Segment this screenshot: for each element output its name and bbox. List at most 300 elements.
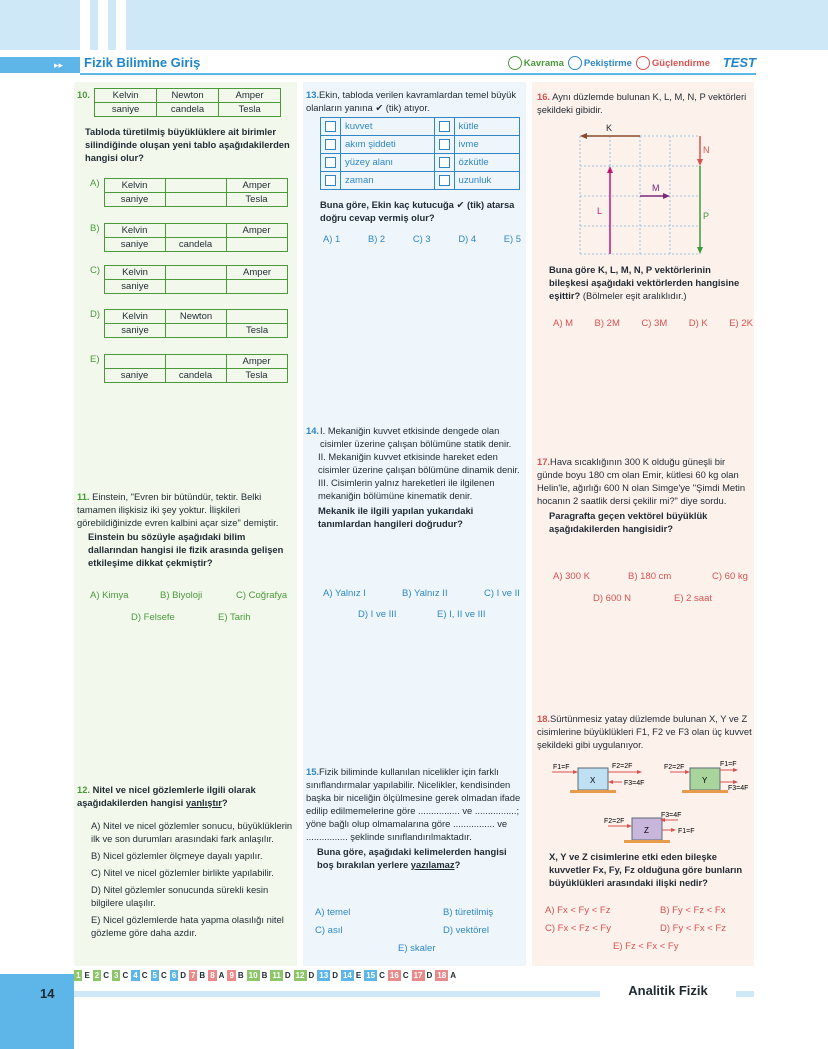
arrowhead-k: [580, 133, 587, 139]
table-row: [105, 324, 288, 338]
option-text: A) Yalnız I: [323, 588, 366, 599]
chapter-title: Fizik Bilimine Giriş: [84, 55, 201, 70]
answer-key-item: [131, 970, 147, 981]
answer-letter: A: [218, 970, 225, 980]
question-10: [77, 88, 293, 164]
answer-letter: B: [237, 970, 244, 980]
table-cell: Kelvin: [104, 224, 165, 238]
table-cell: Tesla: [227, 324, 288, 338]
table-cell: Kelvin: [105, 266, 166, 280]
question-note: (Bölmeler eşit aralıklıdır.): [582, 290, 687, 301]
option-d[interactable]: D) 4: [458, 233, 477, 244]
table-cell: [166, 280, 227, 294]
answer-letter: C: [160, 970, 167, 980]
question-number: 15.: [306, 766, 320, 777]
question-number: 10.: [77, 89, 91, 100]
option-e[interactable]: [674, 593, 712, 604]
question-number: 18.: [537, 713, 551, 724]
table-cell: Newton: [166, 310, 227, 324]
statement-2: II. Mekaniğin kuvvet etkisinde hareket eden cisimler üzerine çalışan bölümüne dinamik denir.: [318, 451, 520, 475]
answer-number: 6: [171, 970, 177, 980]
answer-number: 9: [229, 970, 234, 980]
table-cell: [227, 280, 288, 294]
question-14: [306, 424, 522, 530]
table-cell: Kelvin: [95, 89, 157, 103]
arrowhead-n: [697, 159, 703, 166]
frown-icon: [636, 56, 650, 70]
question-text: Sürtünmesiz yatay düzlemde bulunan X, Y ve Z cisimlerine büyüklükleri F1, F2 ve F3 olan üç kuvvet şekildeki gibi uygulanıyor.: [537, 713, 752, 750]
checkbox-cell[interactable]: [434, 136, 454, 154]
answer-number: 2: [94, 970, 100, 980]
answer-key-item: [412, 970, 433, 981]
label-z: Z: [644, 826, 649, 835]
option-c[interactable]: [90, 265, 288, 294]
answer-key-item: [317, 970, 338, 981]
table-cell: Tesla: [226, 369, 287, 383]
table-cell: Newton: [157, 89, 219, 103]
option-e[interactable]: [398, 943, 435, 954]
label-x: X: [590, 776, 596, 785]
concept-cell: özkütle: [454, 154, 519, 172]
option-text: D) Nitel gözlemler sonucunda sürekli kesin bilgilere ulaşılır.: [91, 884, 269, 908]
question-11: [77, 490, 293, 569]
answer-letter: D: [332, 970, 338, 980]
option-b[interactable]: [90, 223, 288, 252]
table-row: [104, 193, 287, 207]
table-cell: [166, 266, 227, 280]
answer-number: 8: [210, 970, 215, 980]
checkbox[interactable]: [325, 139, 336, 150]
arrowhead: [608, 780, 613, 784]
smile-icon: [568, 56, 582, 70]
option-c[interactable]: [91, 866, 293, 879]
concept-cell: uzunluk: [454, 172, 519, 190]
question-stem: Buna göre, aşağıdaki kelimelerden hangisi boş bırakılan yerlere: [317, 846, 507, 870]
ground: [570, 790, 616, 793]
option-text: C) Coğrafya: [236, 590, 288, 601]
statement-1: I. Mekaniğin kuvvet etkisinde dengede olan cisimler üzerine çalışan bölümüne statik denir.: [320, 425, 512, 449]
option-text: D) I ve III: [358, 609, 397, 620]
concept-cell: ivme: [454, 136, 519, 154]
answer-number: 16: [389, 970, 399, 980]
question-13: [306, 88, 522, 245]
table-cell: [226, 238, 287, 252]
checkbox[interactable]: [439, 175, 450, 186]
arrowhead: [637, 770, 642, 774]
top-stripe: [98, 0, 108, 50]
option-text: C) I ve II: [484, 588, 520, 599]
option-d[interactable]: [131, 612, 175, 623]
q18-force-diagrams: [548, 758, 754, 850]
force-label: F3=4F: [728, 785, 749, 792]
table-cell: saniye: [104, 193, 165, 207]
option-a[interactable]: [323, 588, 366, 599]
table-cell: saniye: [105, 324, 166, 338]
label-l: L: [597, 206, 603, 216]
arrowhead: [685, 770, 690, 774]
badge-guclendirme: [636, 56, 710, 70]
question-17: [537, 455, 753, 535]
question-15: [306, 765, 522, 871]
table-cell: Amper: [219, 89, 281, 103]
q12-options: [91, 819, 293, 939]
option-label: B): [90, 223, 100, 234]
answer-letter: D: [426, 970, 433, 980]
checkbox[interactable]: [439, 121, 450, 132]
answer-key-item: [74, 970, 90, 981]
option-text: E) Nicel gözlemlerde hata yapma olasılığı nitel gözleme göre daha azdır.: [91, 914, 284, 938]
option-text: A) Kimya: [90, 590, 129, 601]
answer-key-item: [151, 970, 167, 981]
label-p: P: [703, 211, 710, 221]
table-row: [95, 89, 281, 103]
question-12: [77, 783, 293, 943]
option-text: C) Nitel ve nicel gözlemler birlikte yapılabilir.: [91, 867, 274, 878]
answer-key-item: [247, 970, 268, 981]
checkbox-cell[interactable]: [434, 154, 454, 172]
option-b[interactable]: [660, 905, 725, 916]
arrowhead: [733, 768, 738, 772]
force-label: F3=4F: [624, 780, 645, 787]
force-label: F2=2F: [664, 764, 685, 771]
answer-number: 1: [76, 970, 81, 980]
answer-letter: D: [180, 970, 186, 980]
left-band: [0, 50, 74, 1049]
question-stem-emphasis: yanlıştır: [185, 797, 222, 808]
arrowhead: [627, 824, 632, 828]
option-text: B) Biyoloji: [160, 590, 203, 601]
option-text: C) 60 kg: [712, 571, 748, 582]
answer-key-item: [112, 970, 128, 981]
question-text: Ekin, tabloda verilen kavramlardan temel büyük olanların yanına ✔ (tik) atıyor.: [306, 89, 517, 113]
table-cell: Amper: [226, 355, 287, 369]
question-text: Hava sıcaklığının 300 K olduğu güneşli bir günde boyu 180 cm olan Emir, kütlesi 60 kg olan Helin'le, ağırlığı 600 N olan Simge'ye "Şimdi Metin hocanın 2 saatlik dersi çekilir mi?" diye sordu.: [537, 456, 746, 506]
checkbox[interactable]: [439, 157, 450, 168]
answer-key-item: [270, 970, 290, 981]
question-stem: Tabloda türetilmiş büyüklüklere ait birimler silindiğinde oluşan yeni tablo aşağıdakilerden hangisi olur?: [85, 126, 290, 163]
table-row: [105, 266, 288, 280]
answer-number: 11: [272, 970, 281, 980]
table-cell: [165, 193, 226, 207]
option-a[interactable]: [90, 178, 288, 207]
option-c[interactable]: [545, 923, 611, 934]
q16-options: [553, 318, 753, 329]
table-cell: Amper: [227, 266, 288, 280]
option-b[interactable]: [160, 590, 202, 601]
option-text: C) asıl: [315, 925, 343, 936]
option-e[interactable]: E) 5: [503, 233, 521, 244]
option-table: [104, 309, 288, 338]
option-a[interactable]: [91, 819, 293, 845]
answer-key-item: [435, 970, 456, 981]
label-k: K: [606, 123, 613, 133]
question-stem: Nitel ve nicel gözlemlerle ilgili olarak aşağıdakilerden hangisi: [77, 784, 256, 808]
table-cell: saniye: [95, 103, 157, 117]
force-label: F1=F: [720, 761, 737, 768]
table-row: [95, 103, 281, 117]
option-text: A) Fx < Fy < Fz: [545, 905, 611, 916]
question-number: 13.: [306, 89, 320, 100]
option-d[interactable]: [90, 309, 288, 338]
checkbox[interactable]: [325, 121, 336, 132]
force-label: F2=2F: [604, 818, 625, 825]
option-e[interactable]: [437, 609, 486, 620]
option-label: A): [90, 178, 100, 189]
question-stem: X, Y ve Z cisimlerine etki eden bileşke kuvvetler Fx, Fy, Fz olduğuna göre bunların büyüklükleri arasındaki ilişki nedir?: [549, 851, 743, 888]
question-text: Fizik biliminde kullanılan nicelikler için farklı sınıflandırmalar yapılabilir. Nicelikler, kendisinden başka bir niceliğin ölçülmesine gerek olmadan ifade edilip edilmemelerine göre ................ ve ................; yöne bağlı olup olmamalarına göre ................ ve ................ şeklinde sınıflandırılmaktadır.: [306, 766, 521, 842]
table-cell: [227, 310, 288, 324]
option-e[interactable]: E) 2K: [729, 318, 753, 329]
option-e[interactable]: [613, 941, 678, 952]
option-table: [104, 265, 288, 294]
option-c[interactable]: C) 3: [412, 233, 431, 244]
question-16-stem: [549, 263, 753, 302]
table-cell: [165, 224, 226, 238]
question-number: 11.: [77, 491, 90, 502]
table-cell: Tesla: [226, 193, 287, 207]
checkbox-cell[interactable]: [321, 136, 341, 154]
answer-letter: A: [450, 970, 456, 980]
option-b[interactable]: [628, 571, 671, 582]
table-row: [104, 355, 287, 369]
option-b[interactable]: [443, 907, 493, 918]
question-stem: Einstein bu sözüyle aşağıdaki bilim dallarından hangisi ile fizik arasında gelişen etkileşime dikkat çekmiştir?: [88, 531, 284, 568]
arrowhead: [671, 828, 676, 832]
option-text: B) Fy < Fz < Fx: [660, 905, 726, 916]
badge-label: Pekiştirme: [583, 57, 632, 69]
table-cell: saniye: [104, 369, 165, 383]
option-text: E) Tarih: [218, 612, 251, 623]
answer-number: 18: [437, 970, 447, 980]
question-stem-emphasis: yazılamaz: [410, 859, 455, 870]
checkbox-cell[interactable]: [434, 172, 454, 190]
question-18: [537, 712, 753, 751]
arrowhead: [573, 770, 578, 774]
option-text: A) temel: [315, 907, 351, 918]
top-band: [0, 0, 828, 50]
answer-letter: C: [103, 970, 110, 980]
answer-key-item: [93, 970, 109, 981]
option-b[interactable]: B) 2: [367, 233, 386, 244]
option-a[interactable]: [553, 571, 590, 582]
option-text: E) I, II ve III: [437, 609, 486, 620]
table-row: [105, 310, 288, 324]
option-text: B) Yalnız II: [402, 588, 448, 599]
concept-cell: yüzey alanı: [341, 154, 435, 172]
question-16: [537, 90, 751, 116]
arrowhead-p: [697, 247, 703, 254]
question-stem: Mekanik ile ilgili yapılan yukarıdaki tanımlardan hangileri doğrudur?: [318, 505, 474, 529]
arrowhead: [733, 780, 738, 784]
option-d[interactable]: [593, 593, 631, 604]
concept-cell: akım şiddeti: [341, 136, 435, 154]
brand-name: Analitik Fizik: [600, 983, 736, 1001]
option-d[interactable]: [660, 923, 726, 934]
ground: [682, 790, 728, 793]
option-e[interactable]: [91, 913, 293, 939]
top-stripe: [80, 0, 90, 50]
option-text: D) 600 N: [593, 593, 632, 604]
question-number: 12.: [77, 784, 91, 795]
option-label: C): [90, 265, 101, 276]
answer-key-item: [364, 970, 385, 981]
option-text: A) Nitel ve nicel gözlemler sonucu, büyüklüklerin ilk ve son durumları arasındaki fark anlaşılır.: [91, 820, 293, 844]
option-a[interactable]: [90, 590, 129, 601]
checkbox-cell[interactable]: [434, 118, 454, 136]
q10-unit-table: [94, 88, 281, 117]
arrowhead-l: [607, 166, 613, 173]
force-label: F1=F: [678, 828, 695, 835]
concept-cell: kuvvet: [341, 118, 435, 136]
table-cell: Amper: [226, 224, 287, 238]
option-table: [104, 223, 288, 252]
answer-letter: E: [84, 970, 90, 980]
option-c[interactable]: [315, 925, 342, 936]
option-c[interactable]: [712, 571, 748, 582]
question-number: 14.: [306, 425, 320, 436]
question-stem-end: ?: [454, 859, 461, 870]
concept-cell: kütle: [454, 118, 519, 136]
top-stripe: [116, 0, 126, 50]
question-stem-end: ?: [221, 797, 228, 808]
table-cell: saniye: [104, 238, 165, 252]
test-label: TEST: [722, 55, 756, 70]
question-text: Einstein, "Evren bir bütündür, tektir. Belki tamamen ilişkisiz iki şey yoktur. İlişkileri görebildiğinizde evren kalbini açar size" demiştir.: [77, 491, 279, 528]
option-table: [104, 354, 288, 383]
option-label: E): [90, 354, 100, 365]
checkbox[interactable]: [325, 157, 336, 168]
option-text: E) 2 saat: [674, 593, 713, 604]
answer-key-item: [170, 970, 186, 981]
table-cell: [166, 324, 227, 338]
option-b[interactable]: [91, 849, 293, 862]
answer-letter: B: [199, 970, 206, 980]
option-d[interactable]: D) K: [688, 318, 708, 329]
option-b[interactable]: [402, 588, 448, 599]
question-stem: Buna göre K, L, M, N, P vektörlerinin bileşkesi aşağıdaki vektörlerden hangisine eşittir?: [549, 264, 740, 301]
answer-number: 10: [248, 970, 258, 980]
left-band-low: [0, 974, 74, 1049]
table-cell: [165, 179, 226, 193]
option-text: E) skaler: [398, 943, 436, 954]
option-c[interactable]: C) 3M: [641, 318, 668, 329]
answer-letter: C: [141, 970, 148, 980]
force-label: F2=2F: [612, 763, 633, 770]
question-text: Aynı düzlemde bulunan K, L, M, N, P vektörleri şekildeki gibidir.: [537, 91, 747, 115]
checkbox[interactable]: [439, 139, 450, 150]
option-c[interactable]: [236, 590, 287, 601]
table-cell: saniye: [105, 280, 166, 294]
answer-number: 7: [190, 970, 196, 980]
table-row: [321, 118, 520, 136]
question-number: 16.: [537, 91, 551, 102]
answer-letter: E: [355, 970, 362, 980]
table-cell: candela: [157, 103, 219, 117]
answer-number: 5: [152, 970, 157, 980]
table-row: [104, 179, 287, 193]
option-text: A) 300 K: [553, 571, 590, 582]
question-stem: Buna göre, Ekin kaç kutucuğa ✔ (tik) atarsa doğru cevap vermiş olur?: [320, 199, 515, 223]
table-cell: candela: [165, 238, 226, 252]
checkbox-cell[interactable]: [321, 118, 341, 136]
option-e[interactable]: [90, 354, 288, 383]
checkbox-cell[interactable]: [321, 154, 341, 172]
option-d[interactable]: [358, 609, 397, 620]
option-text: E) Fz < Fx < Fy: [613, 941, 679, 952]
answer-letter: C: [402, 970, 409, 980]
option-text: D) vektörel: [443, 925, 489, 936]
checkbox[interactable]: [325, 175, 336, 186]
answer-key-item: [388, 970, 409, 981]
level-badges: [508, 56, 710, 70]
answer-key-item: [341, 970, 361, 981]
q16-vector-grid: [578, 120, 710, 260]
answer-key-item: [294, 970, 315, 981]
option-text: C) Fx < Fz < Fy: [545, 923, 611, 934]
header-bar: [0, 57, 80, 73]
q13-concept-table: [320, 117, 520, 190]
table-cell: Kelvin: [105, 310, 166, 324]
answer-key-item: [208, 970, 224, 981]
label-y: Y: [702, 776, 708, 785]
option-d[interactable]: [91, 883, 293, 909]
answer-number: 14: [342, 970, 352, 980]
table-row: [321, 172, 520, 190]
concept-cell: zaman: [341, 172, 435, 190]
page-number: 14: [40, 986, 55, 1001]
label-n: N: [703, 145, 710, 155]
answer-number: 15: [366, 970, 376, 980]
option-text: B) Nicel gözlemler ölçmeye dayalı yapılır.: [91, 850, 263, 861]
option-a[interactable]: [545, 905, 610, 916]
option-e[interactable]: [218, 612, 251, 623]
option-a[interactable]: A) 1: [323, 233, 341, 244]
answer-letter: B: [261, 970, 268, 980]
answer-letter: D: [308, 970, 315, 980]
answer-letter: C: [122, 970, 129, 980]
option-d[interactable]: [443, 925, 489, 936]
answer-number: 12: [295, 970, 305, 980]
answer-letter: C: [379, 970, 385, 980]
answer-key-item: [227, 970, 243, 981]
header-rule: [80, 73, 756, 75]
checkbox-cell[interactable]: [321, 172, 341, 190]
table-row: [321, 136, 520, 154]
table-cell: [104, 355, 165, 369]
badge-kavrama: [508, 56, 564, 70]
option-a[interactable]: A) M: [553, 318, 574, 329]
force-label: F1=F: [553, 764, 570, 771]
answer-number: 13: [319, 970, 329, 980]
table-cell: Amper: [226, 179, 287, 193]
option-b[interactable]: B) 2M: [594, 318, 620, 329]
answer-number: 4: [133, 970, 138, 980]
q13-options: [323, 232, 521, 245]
option-label: D): [90, 309, 101, 320]
option-c[interactable]: [484, 588, 520, 599]
table-cell: Kelvin: [104, 179, 165, 193]
answer-letter: D: [284, 970, 291, 980]
answer-key-item: [189, 970, 205, 981]
table-row: [104, 369, 287, 383]
option-text: B) türetilmiş: [443, 907, 494, 918]
badge-label: Güçlendirme: [651, 57, 710, 69]
option-text: D) Felsefe: [131, 612, 175, 623]
arrowhead-m: [663, 193, 670, 199]
answer-number: 3: [114, 970, 119, 980]
answer-number: 17: [413, 970, 423, 980]
option-a[interactable]: [315, 907, 350, 918]
